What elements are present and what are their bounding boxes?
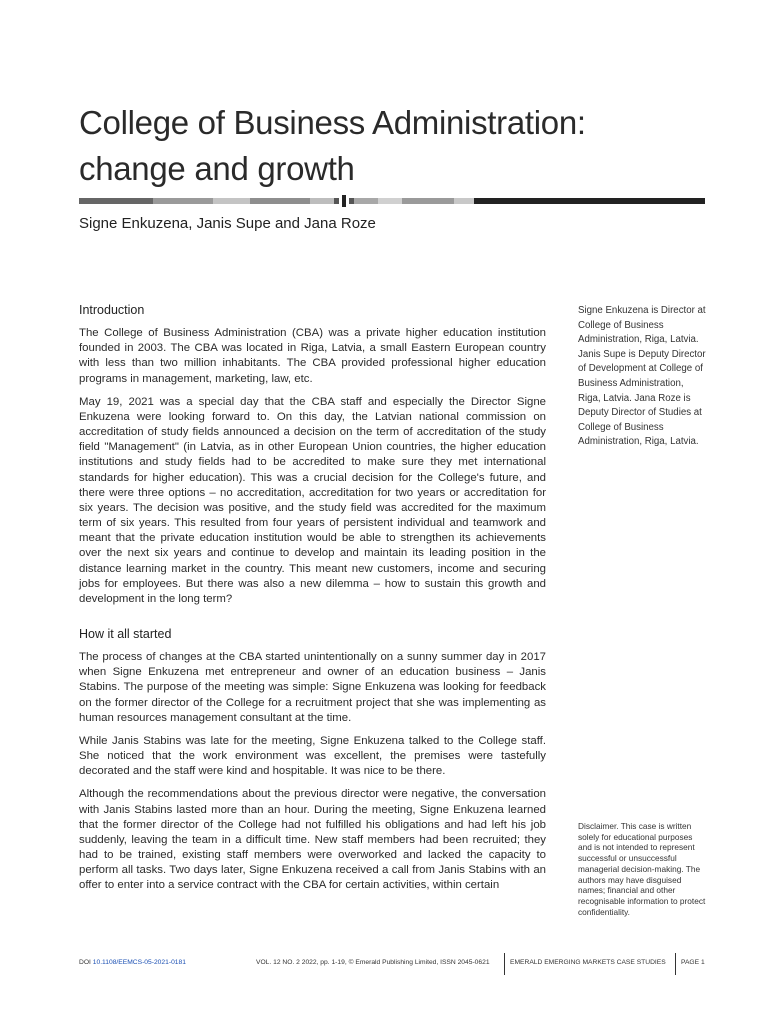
article-body bbox=[79, 303, 546, 901]
page-footer bbox=[79, 959, 707, 971]
paragraph: The process of changes at the CBA started unintentionally on a sunny summer day in 2017 when Signe Enkuzena met entrepreneur and owner of an education business – Janis Stabins. The purpose of the meeting was simple: Signe Enkuzena was looking for feedback on the former director of the College for a recruitment project that she was implementing as human resources management consultant at the time. bbox=[79, 651, 546, 724]
footer-divider bbox=[675, 953, 676, 975]
footer-journal: EMERALD EMERGING MARKETS CASE STUDIES bbox=[510, 959, 666, 966]
disclaimer-note: Disclaimer. This case is written solely for educational purposes and is not intended to represent successful or unsuccessful managerial decision-making. The authors may have disguised names; financial and other recognisable information to protect confidentiality. bbox=[578, 821, 706, 917]
author-list: Signe Enkuzena, Janis Supe and Jana Roze bbox=[79, 215, 376, 232]
footer-doi bbox=[79, 959, 186, 966]
author-bio-sidebar: Signe Enkuzena is Director at College of Business Administration, Riga, Latvia. Janis Supe is Deputy Director of Development at College of Business Administration, Riga, Latvia. Jana Roze is Deputy Director of Studies at College of Business Administration, Riga, Latvia. bbox=[578, 305, 706, 448]
footer-divider bbox=[504, 953, 505, 975]
section-heading-introduction: Introduction bbox=[79, 303, 145, 317]
paragraph: Although the recommendations about the previous director were negative, the conversation with Janis Stabins lasted more than an hour. During the meeting, Signe Enkuzena learned that the former director of the College had not fulfilled his obligations and had left his job suddenly, leaving the team in a difficult time. New staff members had been recruited; they had to be trained, existing staff members were overworked and lacked the capacity to perform all tasks. Two days later, Signe Enkuzena received a call from Janis Stabins with an offer to enter into a service contract with the CBA for certain activities, within certain bbox=[79, 788, 546, 892]
title-line-2: change and growth bbox=[79, 150, 355, 187]
article-title bbox=[79, 100, 699, 192]
paragraph: The College of Business Administration (CBA) was a private higher education institution founded in 2003. The CBA was located in Riga, Latvia, a small Eastern European country with less than two million inhabitants. The CBA provided professional higher education programs in management, marketing, law, etc. bbox=[79, 327, 546, 385]
title-line-1: College of Business Administration: bbox=[79, 104, 586, 141]
paragraph: May 19, 2021 was a special day that the CBA staff and especially the Director Signe Enkuzena were looking forward to. On this day, the Latvian national commission on accreditation of study fields announced a decision on the term of accreditation of the study field "Management" (in Latvia, as in other European Union countries, the higher education institutions and study fields had to be accredited to make sure they met international standards for higher education). This was a crucial decision for the College's future, and there were three options – no accreditation, accreditation for two years or accreditation for six years. The decision was positive, and the study field was accredited for the maximum term of six years. This resulted from four years of persistent individual and teamwork and meant that the private education institution would be able to strengthen its achievements over the next six years and continue to develop and maintain its leading position in the distance learning market in the country. This meant new customers, income and securing jobs for employees. But there was also a new dilemma – how to sustain this growth and development in the long term? bbox=[79, 395, 546, 605]
doi-label: DOI bbox=[79, 959, 91, 966]
paragraph: While Janis Stabins was late for the meeting, Signe Enkuzena talked to the College staff. She noticed that the work environment was excellent, the premises were tastefully decorated and the staff were kind and hospitable. It was nice to be there. bbox=[79, 734, 546, 778]
section-heading-how-it-all-started: How it all started bbox=[79, 626, 172, 641]
footer-page-number: PAGE 1 bbox=[681, 959, 705, 966]
doi-link[interactable]: 10.1108/EEMCS-05-2021-0181 bbox=[92, 959, 186, 966]
footer-citation: VOL. 12 NO. 2 2022, pp. 1-19, © Emerald Publishing Limited, ISSN 2045-0621 bbox=[256, 959, 490, 966]
